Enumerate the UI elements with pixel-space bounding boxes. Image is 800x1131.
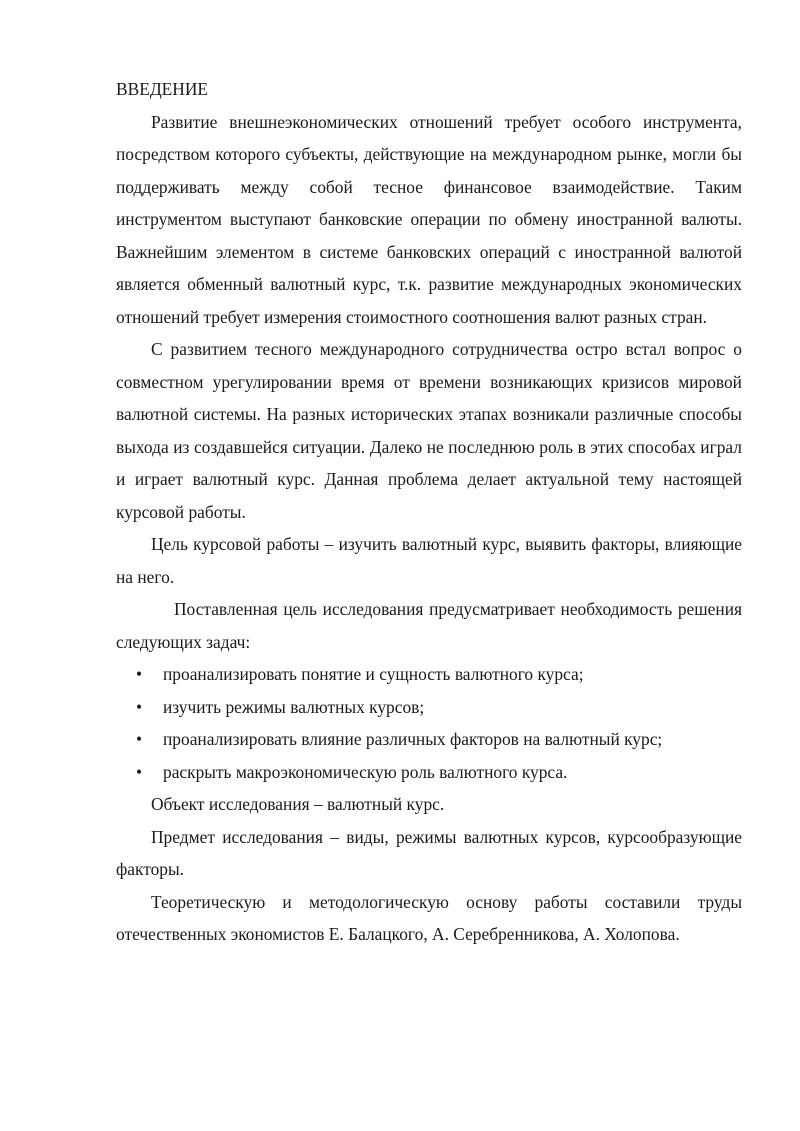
list-item-text: изучить режимы валютных курсов; (163, 696, 425, 717)
list-item-text: раскрыть макроэкономическую роль валютного курса. (163, 761, 568, 782)
object-paragraph: Объект исследования – валютный курс. (151, 794, 445, 814)
list-item (116, 756, 742, 789)
section-heading: ВВЕДЕНИЕ (116, 79, 209, 99)
intro-paragraph-2: С развитием тесного международного сотрудничества остро встал вопрос о совместном урегулировании время от времени возникающих кризисов мировой валютной системы. На разных исторических этапах возникали различные способы выхода из создавшейся ситуации. Далеко не последнюю роль в этих способах играл и играет валютный курс. Данная проблема делает актуальной тему настоящей курсовой работы. (116, 339, 742, 522)
list-item (116, 723, 742, 756)
subject-paragraph: Предмет исследования – виды, режимы валютных курсов, курсообразующие факторы. (116, 826, 742, 879)
document-page (116, 73, 742, 951)
goal-paragraph: Цель курсовой работы – изучить валютный курс, выявить факторы, влияющие на него. (116, 534, 742, 587)
list-item-text: проанализировать понятие и сущность валютного курса; (163, 664, 584, 684)
tasks-list (116, 658, 742, 788)
basis-paragraph: Теоретическую и методологическую основу работы составили труды отечественных экономистов Е. Балацкого, А. Серебренникова, А. Холопова. (116, 891, 742, 944)
intro-paragraph-1: Развитие внешнеэкономических отношений требует особого инструмента, посредством которого субъекты, действующие на международном рынке, могли бы поддерживать между собой тесное финансовое взаимодействие. Таким инструментом выступают банковские операции по обмену иностранной валюты. Важнейшим элементом в системе банковских операций с иностранной валютой является обменный валютный курс, т.к. развитие международных экономических отношений требует измерения стоимостного соотношения валют разных стран. (116, 111, 742, 327)
bullet-icon: • (136, 664, 143, 684)
tasks-intro-paragraph: Поставленная цель исследования предусматривает необходимость решения следующих задач: (116, 599, 742, 652)
list-item (116, 691, 742, 724)
bullet-icon: • (136, 696, 143, 717)
list-item (116, 658, 742, 691)
bullet-icon: • (136, 761, 143, 782)
bullet-icon: • (136, 729, 143, 749)
list-item-text: проанализировать влияние различных факторов на валютный курс; (163, 729, 663, 749)
